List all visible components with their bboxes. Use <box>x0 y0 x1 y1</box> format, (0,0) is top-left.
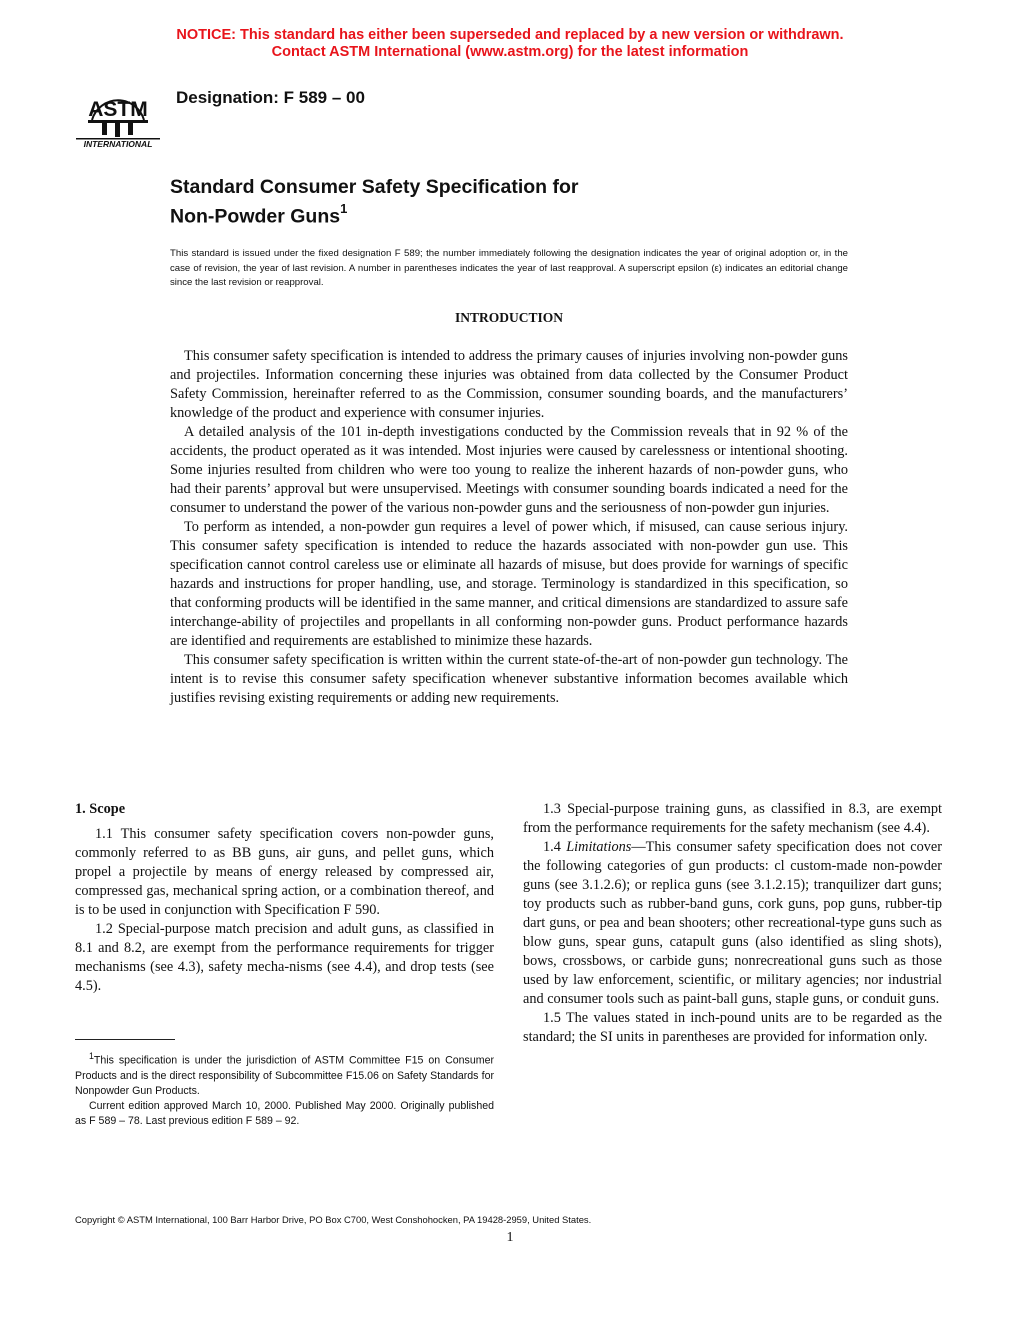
introduction-body <box>170 347 848 708</box>
section-1-4-number: 1.4 <box>543 839 567 855</box>
right-column <box>523 800 942 1047</box>
intro-paragraph: To perform as intended, a non-powder gun requires a level of power which, if misused, can cause serious injury. This consumer safety specification is intended to reduce the hazards associated with non-powder gun use. This specification cannot control careless use or eliminate all hazards of misuse, but does provide for warnings of specific hazards and instructions for proper handling, use, and storage. Terminology is standardized in this specification, so that conforming products will be identified in the same manner, and critical dimensions are standardized to assure safe interchange-ability of projectiles and propellants in all conforming non-powder guns. Product performance hazards are identified and requirements are established to minimize these hazards. <box>170 519 848 649</box>
title-line-2 <box>170 199 579 229</box>
section-1-4-term: Limitations <box>566 839 632 855</box>
intro-paragraph: This consumer safety specification is intended to address the primary causes of injuries involving non-powder guns and projectiles. Information concerning these injuries was obtained from data collected by the Consumer Product Safety Commission, hereinafter referred to as the Commission, consumer sounding boards, and the manufacturers’ knowledge of the product and experience with consumer injuries. <box>170 348 848 421</box>
introduction-heading: INTRODUCTION <box>454 310 563 325</box>
notice-line-2: Contact ASTM International (www.astm.org) for the latest information <box>271 44 749 60</box>
title-footnote-mark: 1 <box>340 201 348 216</box>
logo-text: ASTM <box>88 98 148 121</box>
title-line-2-text: Non-Powder Guns <box>170 205 341 228</box>
scope-heading: 1. Scope <box>75 801 126 817</box>
section-1-3: 1.3 Special-purpose training guns, as classified in 8.3, are exempt from the performance requirements for the safety mechanism (see 4.4). <box>523 801 942 836</box>
copyright: Copyright © ASTM International, 100 Barr Harbor Drive, PO Box C700, West Conshohocken, PA 19428-2959, United States. <box>75 1214 592 1225</box>
logo-caption: INTERNATIONAL <box>83 139 153 149</box>
section-1-5: 1.5 The values stated in inch-pound units are to be regarded as the standard; the SI units in parentheses are provided for information only. <box>523 1010 942 1045</box>
footnote-1 <box>75 1049 494 1099</box>
document-title <box>170 175 579 229</box>
left-column <box>75 800 494 996</box>
section-1-1: 1.1 This consumer safety specification covers non-powder guns, commonly referred to as BB guns, air guns, and pellet guns, which propel a projectile by means of energy released by compressed air, compressed gas, mechanical spring action, or a combination thereof, and is to be used in conjunction with Specification F 590. <box>75 826 494 918</box>
astm-logo-icon <box>70 76 166 150</box>
footnote-1-text: This specification is under the jurisdiction of ASTM Committee F15 on Consumer Products and is the direct responsibility of Subcommittee F15.06 on Safety Standards for Nonpowder Gun Products. <box>75 1054 494 1097</box>
footnote-1-mark: 1 <box>89 1051 94 1061</box>
intro-paragraph: A detailed analysis of the 101 in-depth investigations conducted by the Commission reveals that in 92 % of the accidents, the product operated as it was intended. Most injuries were caused by carelessness or intentional shooting. Some injuries resulted from children who were too young to realize the inherent hazards of non-powder guns, who had their parents’ approval but were unsupervised. Meetings with consumer sounding boards indicated a need for the consumer to understand the power of the various non-powder guns and the seriousness of non-powder gun injuries. <box>170 424 848 516</box>
intro-paragraph: This consumer safety specification is written within the current state-of-the-art of non-powder gun technology. The intent is to revise this consumer safety specification whenever substantive information becomes available which justifies revising existing requirements or adding new requirements. <box>170 652 848 706</box>
footnote-edition: Current edition approved March 10, 2000. Published May 2000. Originally published as F 589 – 78. Last previous edition F 589 – 92. <box>75 1099 494 1127</box>
notice-line-1: NOTICE: This standard has either been superseded and replaced by a new version or withdrawn. <box>176 27 844 43</box>
section-1-2: 1.2 Special-purpose match precision and adult guns, as classified in 8.1 and 8.2, are exempt from the performance requirements for trigger mechanisms (see 4.3), safety mecha-nisms (see 4.4), and drop tests (see 4.5). <box>75 921 494 994</box>
astm-logo <box>70 76 166 150</box>
withdrawal-notice <box>0 27 1020 61</box>
designation: Designation: F 589 – 00 <box>176 88 365 107</box>
section-1-4 <box>523 838 942 1009</box>
title-line-1: Standard Consumer Safety Specification for <box>170 176 579 198</box>
issued-note: This standard is issued under the fixed designation F 589; the number immediately following the designation indicates the year of original adoption or, in the case of revision, the year of last revision. A number in parentheses indicates the year of last reapproval. A superscript epsilon (ε) indicates an editorial change since the last revision or reapproval. <box>170 248 848 289</box>
section-1-4-text: —This consumer safety specification does not cover the following categories of gun products: cl custom-made non-powder guns (see 3.1.2.6); or replica guns (see 3.1.2.15); tranquilizer dart guns; toy products such as rubber-band guns, cork guns, pop guns, rubber-tip dart guns, or pea and bean shooters; other recreational-type guns such as blow guns, spear guns, catapult guns (also identified as sling shots), bows, crossbows, or carbide guns; nonrecreational guns such as those used by law enforcement, scientific, or military agencies; nor industrial and consumer tools such as paint-ball guns, staple guns, or conduit guns. <box>523 839 942 1007</box>
footnotes <box>75 1049 494 1129</box>
footnote-divider <box>75 1039 175 1040</box>
page-number: 1 <box>506 1230 514 1245</box>
